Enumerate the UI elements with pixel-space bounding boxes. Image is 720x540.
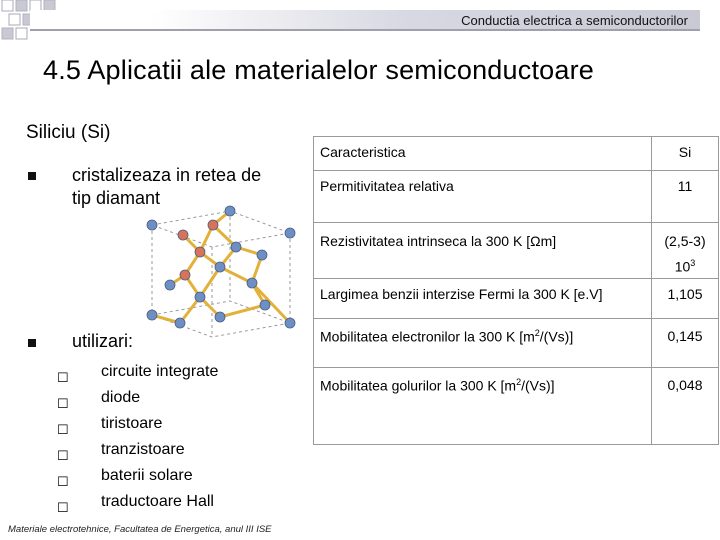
silicon-properties-table xyxy=(313,136,719,445)
table-header-row xyxy=(314,137,719,171)
row-value: (2,5-3) $10^3$ xyxy=(652,223,719,279)
row-label: Mobilitatea electronilor la 300 K $[m^2/(Vs)]$ xyxy=(314,318,652,367)
slide-footer: Materiale electrotehnice, Facultatea de Energetica, anul III ISE xyxy=(8,524,272,535)
checkbox-bullet-icon: ☐ xyxy=(57,396,69,411)
row-label: Largimea benzii interzise Fermi la 300 K [e.V] xyxy=(314,278,652,318)
table-row xyxy=(314,318,719,367)
row-value: 0,145 xyxy=(652,318,719,367)
diamond-lattice-illustration xyxy=(140,205,305,340)
checkbox-bullet-icon: ☐ xyxy=(57,500,69,515)
row-label: Permitivitatea relativa xyxy=(314,171,652,223)
checkbox-bullet-icon: ☐ xyxy=(57,422,69,437)
bullet-uses-label: utilizari: xyxy=(72,331,134,351)
checkbox-bullet-icon: ☐ xyxy=(57,474,69,489)
slide-title: 4.5 Aplicatii ale materialelor semiconductoare xyxy=(43,55,594,85)
bullet-crystal-line-1: cristalizeaza in retea de xyxy=(72,165,262,185)
bullet-crystal-line-2: tip diamant xyxy=(72,188,161,208)
bullet-square-icon xyxy=(28,339,36,347)
checkbox-bullet-icon: ☐ xyxy=(57,448,69,463)
row-value: 0,048 xyxy=(652,367,719,444)
checkbox-bullet-icon: ☐ xyxy=(57,370,69,385)
table-row xyxy=(314,223,719,279)
table-row xyxy=(314,171,719,223)
header-value: Si xyxy=(652,137,719,171)
table-row xyxy=(314,367,719,444)
header-text: Conductia electrica a semiconductorilor xyxy=(461,13,688,28)
slide-subtitle: Siliciu (Si) xyxy=(26,122,111,143)
table-row xyxy=(314,278,719,318)
row-label: Rezistivitatea intrinseca la 300 K [Ωm] xyxy=(314,223,652,279)
row-value: 1,105 xyxy=(652,278,719,318)
header-property: Caracteristica xyxy=(314,137,652,171)
row-label: Mobilitatea golurilor la 300 K $[m^2/(Vs)]$ xyxy=(314,367,652,444)
bullet-square-icon xyxy=(28,172,36,180)
bullet-crystal-text xyxy=(72,164,261,210)
row-value: 11 xyxy=(652,171,719,223)
